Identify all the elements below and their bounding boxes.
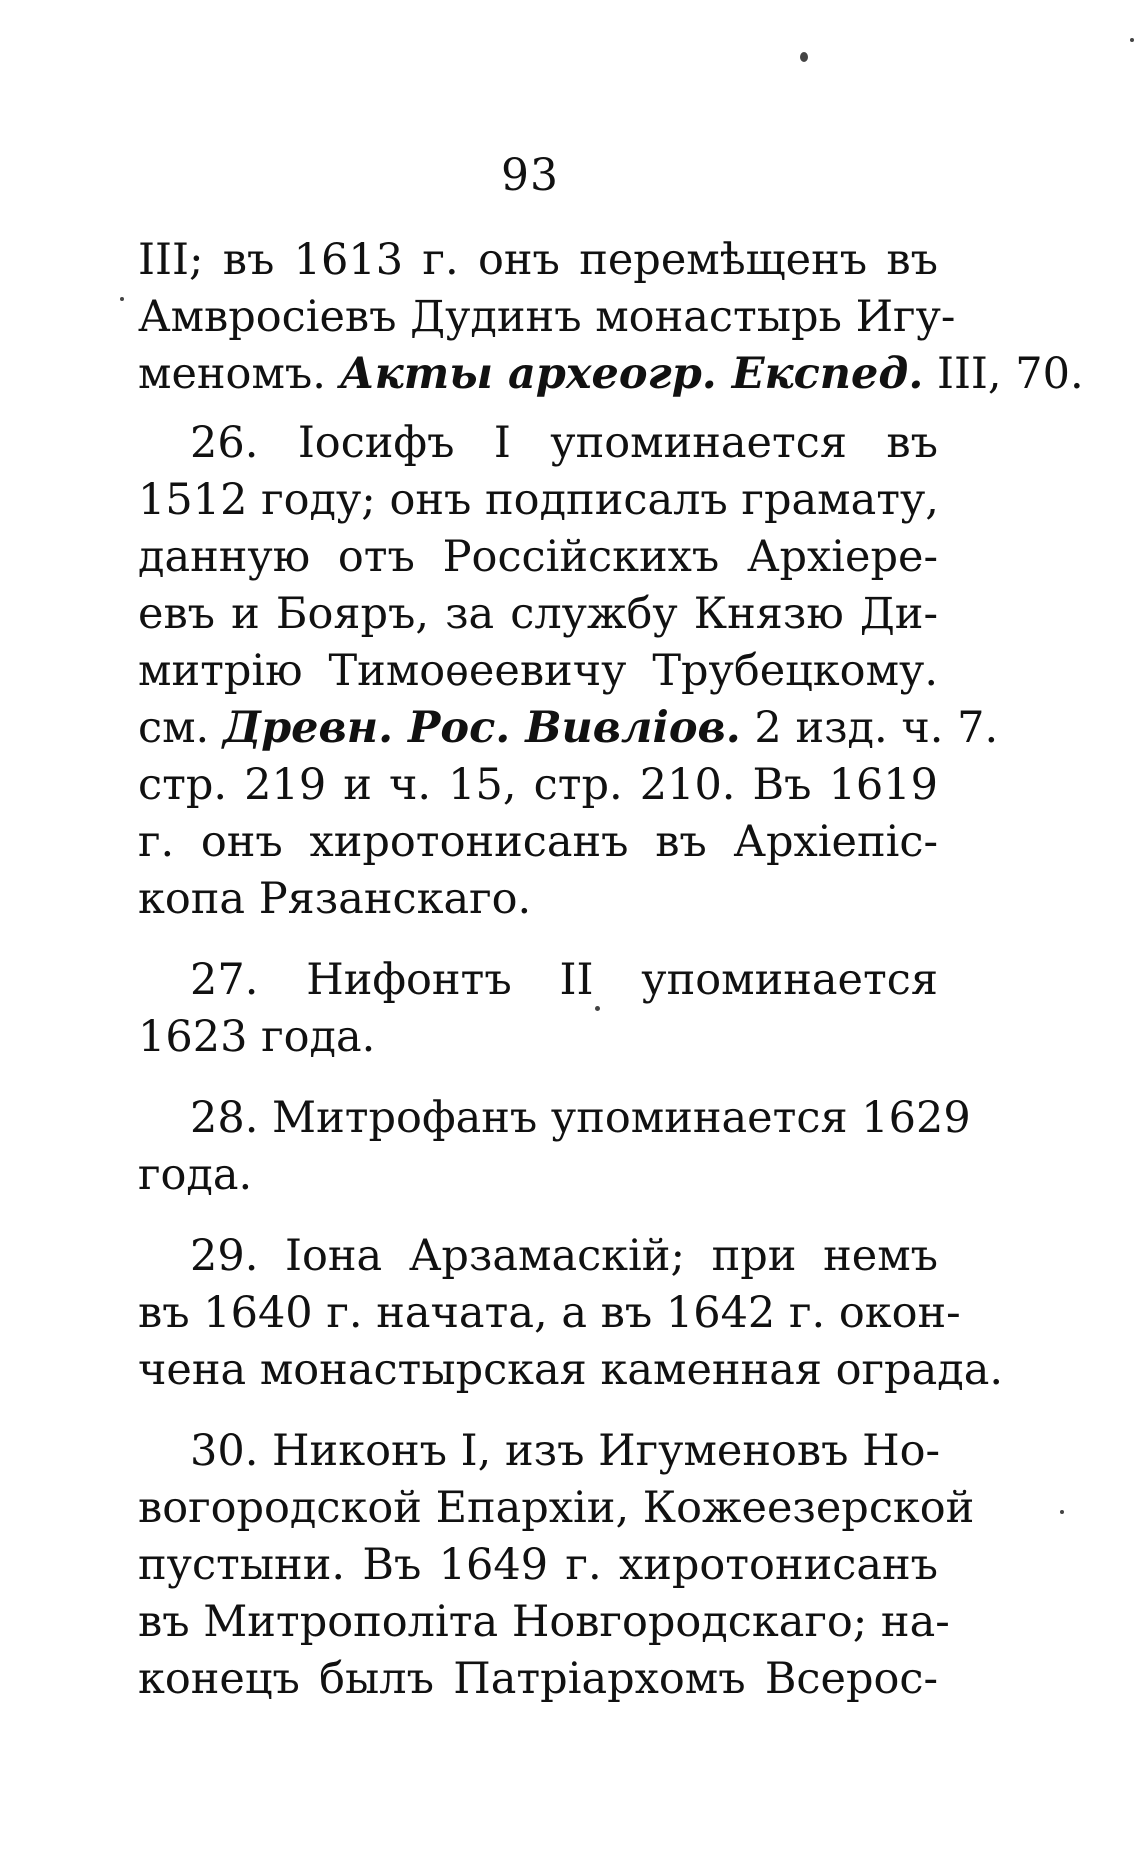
text-line: вогородской Епархіи, Кожеезерской — [138, 1483, 975, 1533]
text-segment: III, 70. — [923, 349, 1084, 399]
text-line: 1623 года. — [138, 1012, 376, 1062]
text-line: митрію Тимоѳеевичу Трубецкому. — [138, 646, 938, 696]
scan-speck — [800, 52, 808, 62]
scan-speck — [595, 1006, 600, 1011]
text-line: чена монастырская каменная ограда. — [138, 1345, 1003, 1395]
text-line: конецъ былъ Патріархомъ Всерос- — [138, 1654, 938, 1704]
text-line: III; въ 1613 г. онъ перемѣщенъ въ — [138, 235, 938, 285]
text-line: стр. 219 и ч. 15, стр. 210. Въ 1619 — [138, 760, 938, 810]
text-line: 26. Іосифъ I упоминается въ — [190, 418, 938, 468]
text-line: копа Рязанскаго. — [138, 874, 532, 924]
source-citation: Древн. Рос. Вивліов. — [222, 703, 741, 753]
text-line: 27. Нифонтъ II упоминается — [190, 955, 938, 1005]
paragraph-30 — [138, 1423, 975, 1708]
text-line: 30. Никонъ I, изъ Игуменовъ Но- — [190, 1426, 941, 1476]
text-line: 28. Митрофанъ упоминается 1629 — [190, 1093, 971, 1143]
text-line: года. — [138, 1150, 253, 1200]
text-line: пустыни. Въ 1649 г. хиротонисанъ — [138, 1540, 938, 1590]
text-line — [138, 700, 999, 757]
paragraph-29 — [138, 1228, 1003, 1399]
scan-speck — [1130, 38, 1134, 42]
text-line: евъ и Бояръ, за службу Князю Ди- — [138, 589, 938, 639]
scan-speck — [1060, 1510, 1064, 1514]
text-line: въ Митрополіта Новгородскаго; на- — [138, 1597, 950, 1647]
text-segment: см. — [138, 703, 223, 753]
paragraph-26 — [138, 415, 999, 928]
page-number: 93 — [501, 150, 559, 201]
text-line — [138, 346, 1084, 403]
scan-speck — [120, 297, 124, 301]
paragraph-25-continuation — [138, 232, 1084, 403]
text-line: данную отъ Россійскихъ Архіере- — [138, 532, 938, 582]
source-citation: Акты археогр. Експед. — [339, 349, 924, 399]
text-segment: 2 изд. ч. 7. — [740, 703, 999, 753]
text-segment: меномъ. — [138, 349, 340, 399]
text-line: 1512 году; онъ подписалъ грамату, — [138, 475, 939, 525]
text-line: въ 1640 г. начата, а въ 1642 г. окон- — [138, 1288, 961, 1338]
paragraph-27 — [138, 952, 938, 1066]
text-line: г. онъ хиротонисанъ въ Архіепіс- — [138, 817, 938, 867]
text-line: Амвросіевъ Дудинъ монастырь Игу- — [138, 292, 956, 342]
text-line: 29. Іона Арзамаскій; при немъ — [190, 1231, 938, 1281]
paragraph-28 — [138, 1090, 971, 1204]
body-text — [138, 232, 1084, 1708]
